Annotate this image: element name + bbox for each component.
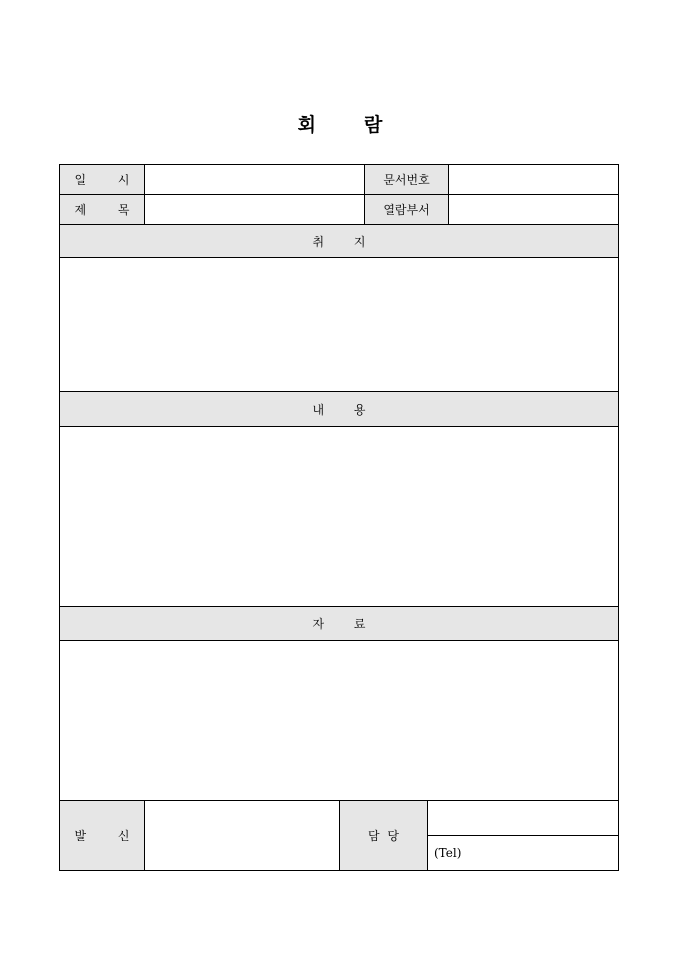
purpose-field[interactable] [60,258,618,392]
date-label: 일 시 [60,165,145,195]
tel-field[interactable] [428,836,618,870]
purpose-header: 취 지 [60,225,618,258]
dept-field[interactable] [449,195,618,225]
materials-header: 자 료 [60,607,618,641]
doc-number-label: 문서번호 [365,165,449,195]
circulation-form [59,164,619,871]
subject-field[interactable] [145,195,365,225]
subject-label: 제 목 [60,195,145,225]
doc-number-field[interactable] [449,165,618,195]
sender-label: 발 신 [60,801,145,870]
content-header: 내 용 [60,392,618,427]
document-title [0,110,680,137]
tel-label: (Tel) [434,846,462,860]
materials-field[interactable] [60,641,618,801]
title-part-2: 람 [364,114,383,136]
date-field[interactable] [145,165,365,195]
dept-label: 열람부서 [365,195,449,225]
manager-field[interactable] [428,801,618,836]
sender-field[interactable] [145,801,340,870]
manager-label: 담 당 [340,801,428,870]
title-part-1: 회 [297,114,316,136]
content-field[interactable] [60,427,618,607]
